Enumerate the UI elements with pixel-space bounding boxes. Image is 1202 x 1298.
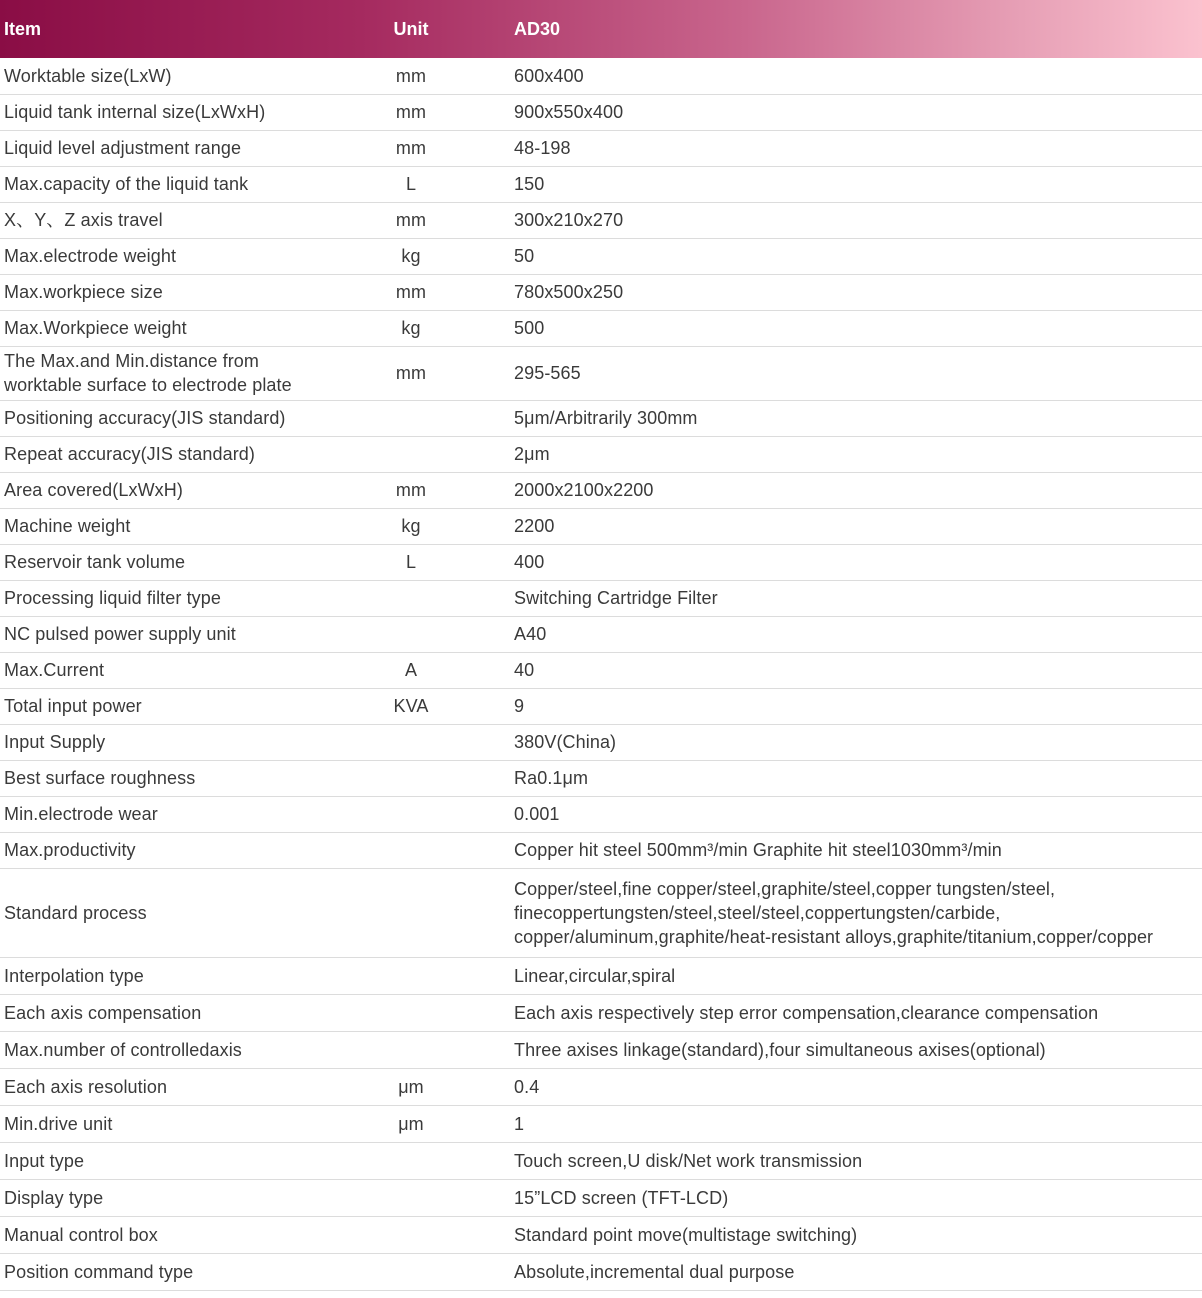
item-cell: Positioning accuracy(JIS standard) xyxy=(4,408,286,428)
header-row xyxy=(0,0,1202,58)
value-cell: 900x550x400 xyxy=(514,102,624,122)
value-cell: A40 xyxy=(514,624,547,644)
unit-cell xyxy=(376,994,446,1031)
unit-cell xyxy=(376,436,446,472)
item-cell: Total input power xyxy=(4,696,142,716)
value-line: finecoppertungsten/steel,steel/steel,coppertungsten/carbide, xyxy=(514,902,1001,923)
table-row xyxy=(0,616,1202,652)
unit-cell: mm xyxy=(395,480,427,500)
item-cell: Min.drive unit xyxy=(4,1113,113,1134)
value-cell: 2000x2100x2200 xyxy=(514,480,654,500)
item-cell: Max.electrode weight xyxy=(4,246,177,266)
item-cell: Min.electrode wear xyxy=(4,804,158,824)
item-cell: Display type xyxy=(4,1187,104,1208)
item-cell: Max.workpiece size xyxy=(4,282,163,302)
unit-cell xyxy=(376,1031,446,1068)
unit-cell xyxy=(376,1253,446,1290)
table-row xyxy=(0,166,1202,202)
unit-cell xyxy=(376,580,446,616)
table-row xyxy=(0,760,1202,796)
item-cell: Max.Workpiece weight xyxy=(4,318,187,338)
unit-cell: mm xyxy=(395,282,427,302)
item-cell: Reservoir tank volume xyxy=(4,552,186,572)
item-cell: Position command type xyxy=(4,1261,194,1282)
table-body xyxy=(0,58,1202,1290)
table-row xyxy=(0,652,1202,688)
table-row xyxy=(0,688,1202,724)
table-row xyxy=(0,1253,1202,1290)
item-cell: Liquid tank internal size(LxWxH) xyxy=(4,102,266,122)
value-cell: 0.001 xyxy=(514,804,560,824)
value-cell: Absolute,incremental dual purpose xyxy=(514,1261,795,1282)
table-row xyxy=(0,868,1202,957)
unit-cell xyxy=(376,760,446,796)
table-row xyxy=(0,130,1202,166)
unit-cell: A xyxy=(404,660,418,680)
table-row xyxy=(0,94,1202,130)
unit-cell xyxy=(376,796,446,832)
table-row xyxy=(0,957,1202,994)
item-cell: Max.capacity of the liquid tank xyxy=(4,174,249,194)
table-row xyxy=(0,1179,1202,1216)
unit-cell: mm xyxy=(395,363,427,383)
unit-cell: L xyxy=(405,552,417,572)
table-row xyxy=(0,580,1202,616)
value-cell: 0.4 xyxy=(514,1076,540,1097)
unit-cell xyxy=(376,1142,446,1179)
item-line: The Max.and Min.distance from xyxy=(4,351,260,371)
table-row xyxy=(0,1105,1202,1142)
value-line: copper/aluminum,graphite/heat-resistant alloys,graphite/titanium,copper/copper xyxy=(514,926,1154,947)
item-cell: Repeat accuracy(JIS standard) xyxy=(4,444,256,464)
item-cell: X、Y、Z axis travel xyxy=(4,210,163,230)
table-row xyxy=(0,202,1202,238)
unit-cell: L xyxy=(405,174,417,194)
table-row xyxy=(0,796,1202,832)
table-row xyxy=(0,994,1202,1031)
value-cell: 380V(China) xyxy=(514,732,617,752)
unit-cell: KVA xyxy=(393,696,429,716)
value-cell: Each axis respectively step error compensation,clearance compensation xyxy=(514,1002,1099,1023)
table-row xyxy=(0,1031,1202,1068)
value-cell: Touch screen,U disk/Net work transmission xyxy=(514,1150,863,1171)
unit-cell xyxy=(376,868,446,957)
value-cell xyxy=(446,868,1202,957)
unit-cell xyxy=(376,1179,446,1216)
value-cell: Standard point move(multistage switching) xyxy=(514,1224,858,1245)
table-row xyxy=(0,436,1202,472)
header-unit: Unit xyxy=(393,18,429,39)
unit-cell xyxy=(376,832,446,868)
item-cell: Best surface roughness xyxy=(4,768,196,788)
table-header xyxy=(0,0,1202,58)
unit-cell: mm xyxy=(395,65,427,86)
value-cell: 2200 xyxy=(514,516,555,536)
table-row xyxy=(0,1216,1202,1253)
value-cell: 5μm/Arbitrarily 300mm xyxy=(514,408,698,428)
unit-cell: kg xyxy=(401,318,421,338)
value-cell: 300x210x270 xyxy=(514,210,624,230)
table-row xyxy=(0,238,1202,274)
item-cell: Each axis compensation xyxy=(4,1002,202,1023)
table-row xyxy=(0,1068,1202,1105)
value-cell: 15”LCD screen (TFT-LCD) xyxy=(514,1187,729,1208)
value-cell: 40 xyxy=(514,660,535,680)
table-row xyxy=(0,346,1202,400)
item-cell: Liquid level adjustment range xyxy=(4,138,242,158)
item-cell: Standard process xyxy=(4,902,147,923)
table-row xyxy=(0,508,1202,544)
value-cell: Ra0.1μm xyxy=(514,768,589,788)
unit-cell xyxy=(376,724,446,760)
unit-cell: kg xyxy=(401,516,421,536)
unit-cell xyxy=(376,1216,446,1253)
value-cell: 600x400 xyxy=(514,65,584,86)
item-cell: Processing liquid filter type xyxy=(4,588,222,608)
unit-cell xyxy=(376,957,446,994)
item-cell: Manual control box xyxy=(4,1224,158,1245)
header-item: Item xyxy=(4,18,42,39)
value-cell: 2μm xyxy=(514,444,550,464)
item-cell: Max.Current xyxy=(4,660,105,680)
table-row xyxy=(0,1142,1202,1179)
unit-cell: mm xyxy=(395,102,427,122)
unit-cell xyxy=(376,616,446,652)
item-cell: Input Supply xyxy=(4,732,106,752)
value-cell: 48-198 xyxy=(514,138,571,158)
value-cell: Linear,circular,spiral xyxy=(514,965,676,986)
value-cell: 150 xyxy=(514,174,545,194)
table-row xyxy=(0,58,1202,94)
value-line: Copper/steel,fine copper/steel,graphite/steel,copper tungsten/steel, xyxy=(514,878,1056,899)
table-row xyxy=(0,544,1202,580)
item-cell: Each axis resolution xyxy=(4,1076,168,1097)
value-cell: 1 xyxy=(514,1113,525,1134)
value-cell: Switching Cartridge Filter xyxy=(514,588,718,608)
value-cell: Three axises linkage(standard),four simultaneous axises(optional) xyxy=(514,1039,1046,1060)
unit-cell: kg xyxy=(401,246,421,266)
item-cell: Machine weight xyxy=(4,516,131,536)
unit-cell: μm xyxy=(398,1113,424,1134)
unit-cell: mm xyxy=(395,138,427,158)
item-cell: Area covered(LxWxH) xyxy=(4,480,183,500)
value-cell: 500 xyxy=(514,318,545,338)
header-model: AD30 xyxy=(514,18,561,39)
item-cell: Interpolation type xyxy=(4,965,144,986)
item-cell xyxy=(0,346,376,400)
table-row xyxy=(0,472,1202,508)
value-cell: 400 xyxy=(514,552,545,572)
value-cell: 780x500x250 xyxy=(514,282,624,302)
item-cell: Max.number of controlledaxis xyxy=(4,1039,242,1060)
value-cell: 295-565 xyxy=(514,363,581,383)
item-cell: Input type xyxy=(4,1150,85,1171)
table-row xyxy=(0,400,1202,436)
unit-cell xyxy=(376,400,446,436)
table-row xyxy=(0,832,1202,868)
unit-cell: mm xyxy=(395,210,427,230)
table-row xyxy=(0,274,1202,310)
item-cell: NC pulsed power supply unit xyxy=(4,624,236,644)
value-cell: Copper hit steel 500mm³/min Graphite hit steel1030mm³/min xyxy=(514,840,1002,860)
table-row xyxy=(0,310,1202,346)
table-row xyxy=(0,724,1202,760)
value-cell: 9 xyxy=(514,696,525,716)
item-cell: Worktable size(LxW) xyxy=(4,65,172,86)
unit-cell: μm xyxy=(398,1076,424,1097)
item-cell: Max.productivity xyxy=(4,840,136,860)
value-cell: 50 xyxy=(514,246,535,266)
item-line: worktable surface to electrode plate xyxy=(4,375,292,395)
